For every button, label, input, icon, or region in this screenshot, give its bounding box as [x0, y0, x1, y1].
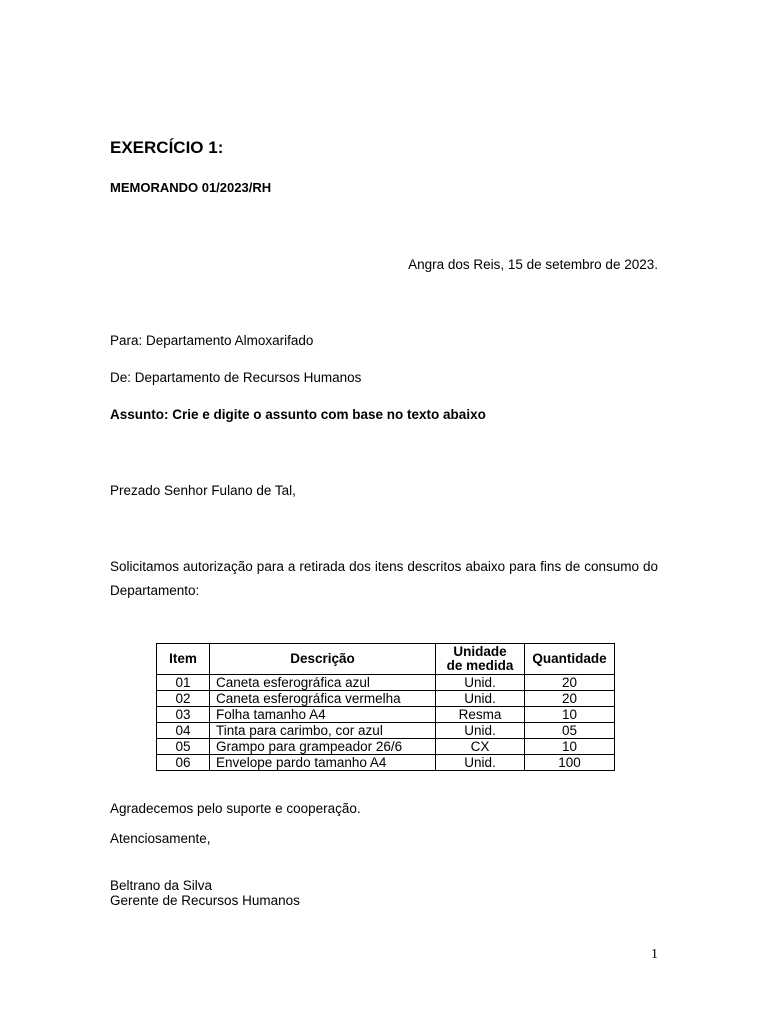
memo-number: MEMORANDO 01/2023/RH [110, 180, 272, 195]
cell-item: 03 [157, 707, 210, 723]
items-table [156, 643, 615, 771]
header-unit-line1: Unidade [453, 644, 507, 659]
cell-quantity: 100 [525, 755, 615, 771]
cell-description: Envelope pardo tamanho A4 [210, 755, 436, 771]
table-row [157, 755, 615, 771]
header-description: Descrição [210, 644, 436, 675]
table-row [157, 739, 615, 755]
cell-quantity: 10 [525, 707, 615, 723]
cell-unit: Unid. [436, 691, 525, 707]
cell-quantity: 20 [525, 691, 615, 707]
header-unit-line2: de medida [446, 658, 514, 673]
subject-line: Assunto: Crie e digite o assunto com base no texto abaixo [110, 407, 486, 422]
cell-quantity: 20 [525, 675, 615, 691]
header-item: Item [157, 644, 210, 675]
page-number: 1 [651, 947, 658, 962]
date-line: Angra dos Reis, 15 de setembro de 2023. [408, 257, 658, 272]
body-paragraph: Solicitamos autorização para a retirada dos itens descritos abaixo para fins de consumo do Departamento: [110, 559, 658, 598]
cell-unit: Resma [436, 707, 525, 723]
cell-item: 02 [157, 691, 210, 707]
cell-description: Tinta para carimbo, cor azul [210, 723, 436, 739]
table-row [157, 707, 615, 723]
header-unit [436, 644, 525, 675]
thanks-line: Agradecemos pelo suporte e cooperação. [110, 801, 361, 816]
closing: Atenciosamente, [110, 831, 211, 846]
table-row [157, 723, 615, 739]
signer-title: Gerente de Recursos Humanos [110, 893, 300, 908]
cell-quantity: 05 [525, 723, 615, 739]
cell-description: Folha tamanho A4 [210, 707, 436, 723]
cell-description: Caneta esferográfica vermelha [210, 691, 436, 707]
cell-quantity: 10 [525, 739, 615, 755]
exercise-heading: EXERCÍCIO 1: [110, 138, 224, 157]
table-row [157, 691, 615, 707]
cell-item: 01 [157, 675, 210, 691]
header-quantity: Quantidade [525, 644, 615, 675]
cell-unit: Unid. [436, 723, 525, 739]
cell-description: Grampo para grampeador 26/6 [210, 739, 436, 755]
cell-item: 05 [157, 739, 210, 755]
cell-item: 04 [157, 723, 210, 739]
cell-unit: Unid. [436, 675, 525, 691]
table-header-row [157, 644, 615, 675]
salutation: Prezado Senhor Fulano de Tal, [110, 483, 296, 498]
cell-item: 06 [157, 755, 210, 771]
cell-unit: CX [436, 739, 525, 755]
table-row [157, 675, 615, 691]
from-line: De: Departamento de Recursos Humanos [110, 370, 362, 385]
to-line: Para: Departamento Almoxarifado [110, 333, 314, 348]
cell-description: Caneta esferográfica azul [210, 675, 436, 691]
signer-name: Beltrano da Silva [110, 878, 213, 893]
cell-unit: Unid. [436, 755, 525, 771]
